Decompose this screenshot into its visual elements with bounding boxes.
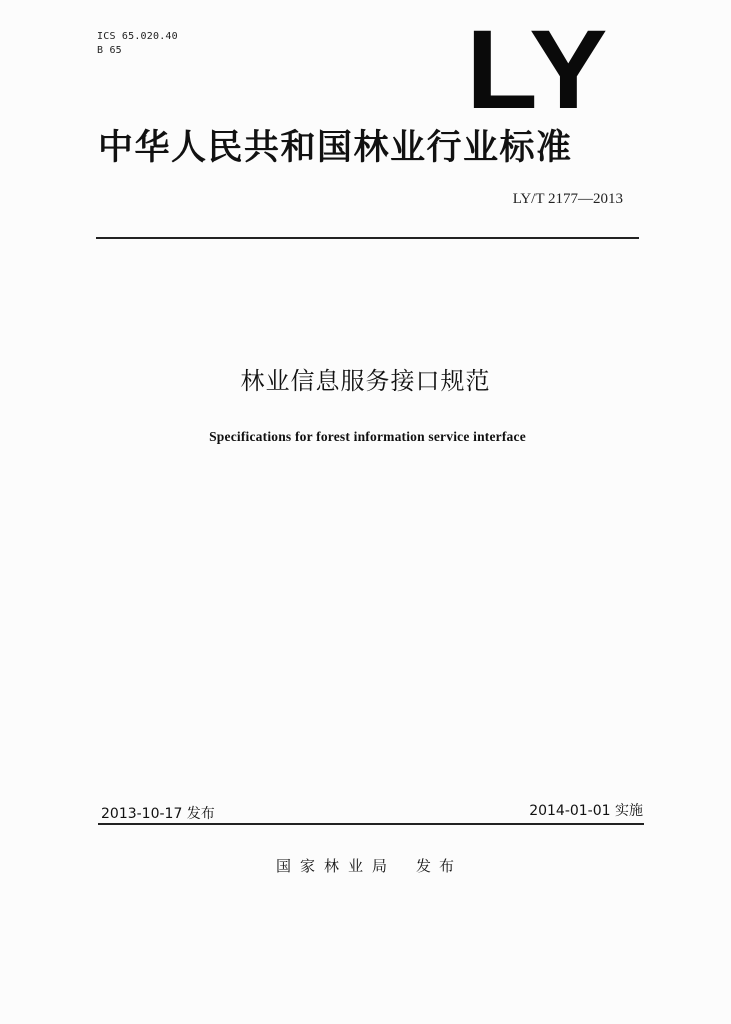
publisher-organization: 国家林业局 (276, 857, 397, 875)
footer-divider (98, 823, 644, 825)
header-divider (96, 237, 639, 239)
publisher-action: 发布 (416, 857, 463, 875)
ly-logo: LY (466, 7, 610, 132)
document-title-chinese: 林业信息服务接口规范 (240, 367, 491, 395)
standard-number: LY/T 2177—2013 (512, 191, 623, 207)
ics-code: ICS 65.020.40 (97, 31, 178, 42)
issue-date: 2013-10-17 发布 (101, 806, 215, 822)
implementation-date: 2014-01-01 实施 (529, 803, 643, 819)
document-title-english: Specifications for forest information service interface (209, 429, 526, 444)
ccs-code: B 65 (97, 45, 122, 56)
publisher-line (276, 856, 462, 876)
standard-category-title: 中华人民共和国林业行业标准 (98, 128, 573, 168)
classification-codes (97, 30, 178, 58)
